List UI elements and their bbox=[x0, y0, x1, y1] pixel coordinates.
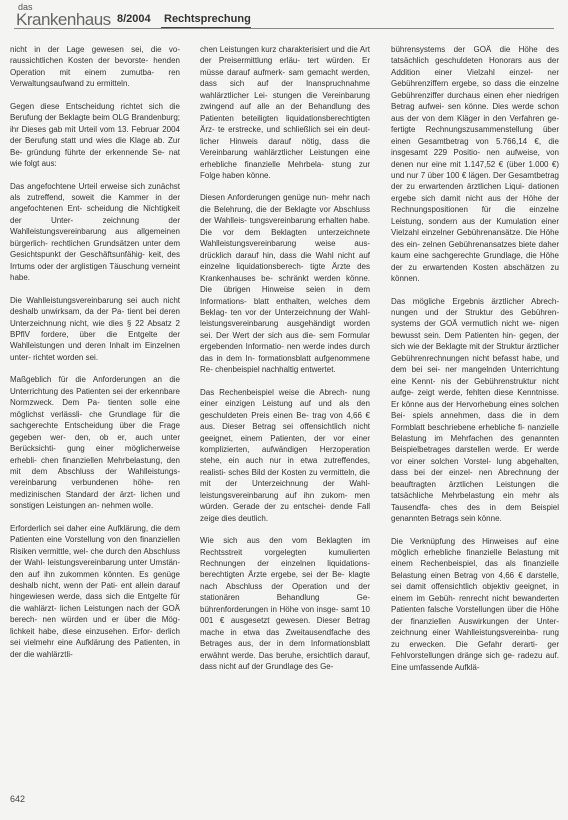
text-column-3 bbox=[391, 44, 559, 804]
paragraph: Maßgeblich für die Anforderungen an die Unterrichtung des Patienten sei der erkennbare Normzweck. Dem Pa- tienten solle eine möglichst verlässli- che Grundlage für die sachgerechte Entscheidung über die Frage gegeben wer- den, ob er, auch unter Berücksichti- gung einer möglicherweise erhebli- chen finanziellen Mehrbelastung, den mit dem Abschluss der Wahlleistungs- vereinbarung verbundenen höhe- ren medizinischen Standard der ärzt- lichen und sonstigen Leistungen an- nehmen wolle. bbox=[10, 375, 180, 511]
logo-article: das bbox=[18, 2, 33, 12]
paragraph: bührensystems der GOÄ die Höhe des tatsächlich geschuldeten Honorars aus der Addition einer Vielzahl einzel- ner Gebührenziffern ergebe, so dass die einzelne Gebührenziffer durchaus einen eher niedrigen Betrag aufwei- sen könne. Dies werde schon aus der von dem Kläger in den Verfahren ge- fertigte Rechnungszusammenstellung über einen Gesamtbetrag von 5.766,14 €, die insgesamt 229 Positio- nen aufweise, von denen nur eine mit 1.147,52 € (über 1.000 €) und nur 7 über 100 € lägen. Der Gesamtbetrag der zu erwartenden ärztlichen Liqui- dationen ergebe sich damit nicht aus der Höhe der Rechnungspositionen für die einzelne Leistung, sondern aus der Kumulation einer Vielzahl einzelner Gebührenansätze. Die Höhe des ein- zelnen Gebührenansatzes biete daher kaum eine sachgerechte Grundlage, die Höhe der zu erwartenden Kosten abschätzen zu können. bbox=[391, 45, 559, 284]
paragraph: Das mögliche Ergebnis ärztlicher Abrech- nungen und der Struktur des Gebühren- systems der GOÄ vermutlich nicht we- nigen bewusst sein. Dem Patienten hin- gegen, der sich wie der Beklagte mit der Struktur ärztlicher Gebührenrechnungen nicht befasst habe, und dem bei sei- ner mangelnden Unterrichtung eine Kennt- nis der Gebührenstruktur nicht aufge- zeigt werde, fehlten diese Kenntnisse. Er könne aus der Hervorhebung eines solchen Bei- spiels annehmen, dass die in dem Formblatt beschriebene erhebliche fi- nanzielle Belastung im Mehrfachen des genannten Beispielbetrages darstellen werde. Er werde vor einer solchen Vorstel- lung abgehalten, dass bei der einzel- nen Abrechnung der beauftragten ärztlichen Leistungen die tatsächliche Mehrbelastung ein mehr als Tausendfa- ches des in dem Beispiel genannten Betrags sein könne. bbox=[391, 296, 559, 524]
page-number: 642 bbox=[10, 794, 26, 804]
issue-number: 8/2004 bbox=[117, 13, 151, 25]
text-column-2 bbox=[200, 44, 370, 804]
journal-logo bbox=[14, 4, 114, 28]
paragraph: chen Leistungen kurz charakterisiert und die Art der Preisermittlung erläu- tert würden. Er müsse darauf aufmerk- sam gemacht werden, dass sich auf der Inanspruchnahme wahlärztlicher Lei- stungen die Vereinbarung zwingend auf alle an der Behandlung des Patienten beteiligten liquidationsberechtigten Ärz- te erstrecke, und schließlich sei ein deut- licher Hinweis darauf nötig, dass die Vereinbarung wahlärztlicher Leistungen eine erhebliche finanzielle Mehrbela- stung zur Folge haben könne. bbox=[200, 45, 370, 180]
page-header bbox=[14, 4, 554, 29]
paragraph: Erforderlich sei daher eine Aufklärung, die dem Patienten eine Vorstellung von den finanziellen Risiken vermittle, wel- che durch den Abschluss der Wahl- leistungsvereinbarung unter Umstän- den auf ihn zukommen könnten. Es genüge deshalb nicht, wenn der Pati- ent allein darauf hingewiesen werde, dass sich die Entgelte für die wahlärzt- lichen Leistungen nach der GOÄ berech- nen würden und er über die Mög- lichkeit habe, diese einzusehen. Erfor- derlich sei vielmehr eine Aufklärung des Patienten, in der die wahlärztli- bbox=[10, 523, 180, 659]
paragraph: nicht in der Lage gewesen sei, die vo- raussichtlichen Kosten der bevorste- henden Operation mit einem zumutba- ren Verwaltungsaufwand zu ermitteln. bbox=[10, 45, 180, 89]
paragraph: Die Verknüpfung des Hinweises auf eine möglich erhebliche finanzielle Belastung mit einem Rechenbeispiel, das als finanzielle Belastung einen Betrag von 4,66 € darstelle, sei damit offensichtlich objektiv geeignet, in einem im Gebüh- renrecht nicht bewanderten Patienten falsche Vorstellungen über die Höhe der finanziellen Auswirkungen der Unter- zeichnung einer Wahlleistungsvereinba- rung zu erwecken. Die Gefahr derarti- ger Fehlvorstellungen dränge sich ge- radezu auf. Eine umfassende Aufklä- bbox=[391, 536, 559, 672]
paragraph: Das angefochtene Urteil erweise sich zunächst als zutreffend, soweit die Kammer in der angefochtenen Ent- scheidung die Nichtigkeit der Unter- zeichnung der Wahlleistungsvereinbarung aus allgemeinen bürgerlich- rechtlichen Grundsätzen unter dem Gesichtspunkt der Geschäftsunfähig- keit, des Irrtums oder der arglistigen Täuschung verneint habe. bbox=[10, 181, 180, 283]
paragraph: Wie sich aus den vom Beklagten im Rechtsstreit vorgelegten kumulierten Rechnungen der einzelnen liquidations- berechtigten Ärzte ergebe, sei der Be- klagte nach Abschluss der Operation und der stationären Behandlung Ge- bührenforderungen in Höhe von insge- samt 10 001 € ausgesetzt gewesen. Dieser Betrag mache in etwa das Zweitausendfache des Betrages aus, der in dem Informationsblatt erwähnt werde. Das beruhe, ersichtlich darauf, dass nicht auf der Grundlage des Ge- bbox=[200, 536, 370, 672]
paragraph: Diesen Anforderungen genüge nun- mehr nach die Belehrung, die der Beklagte vor Abschluss der Wahlleis- tungsvereinbarung erhalten habe. Die vor dem Beklagten unterzeichnete Wahlleistungsvereinbarung weise aus- drücklich darauf hin, dass die Wahl nicht auf einzelne liquidationsberech- tigte Ärzte des Krankenhauses be- schränkt werden könne. Die übrigen Hinweise seien in dem Informations- blatt enthalten, welches dem Beklag- ten vor der Unterzeichnung der Wahl- leistungsvereinbarung ausgehändigt worden sei. Der Wert der sich aus die- sem Formular ergebenden Informatio- nen werde indes durch das in dem In- formationsblatt aufgenommene Re- chenbeispiel nachhaltig entwertet. bbox=[200, 193, 370, 375]
section-title: Rechtsprechung bbox=[164, 13, 251, 25]
paragraph: Die Wahlleistungsvereinbarung sei auch nicht deshalb unwirksam, da der Pa- tient bei deren Unterzeichnung nicht, wie dies § 22 Absatz 2 BPflV fordere, über die Entgelte der Wahlleistungen und deren Inhalt im Einzelnen unter- richtet worden sei. bbox=[10, 295, 180, 362]
section-underline bbox=[161, 27, 251, 28]
paragraph: Das Rechenbeispiel weise die Abrech- nung einer einzigen Leistung auf und als den geschuldeten Preis einen Be- trag von 4,66 € aus. Dieser Betrag sei offensichtlich nicht geeignet, einem Patienten, der vor einer komplizierten, aufwändigen Herzoperation stehe, ein auch nur in etwa zutreffendes, realisti- sches Bild der Kosten zu vermitteln, die mit der Unterzeichnung der Wahl- leistungsvereinbarung auf ihn zukom- men würden. Gerade der zu entschei- dende Fall zeige dies deutlich. bbox=[200, 387, 370, 523]
paragraph: Gegen diese Entscheidung richtet sich die Berufung der Beklagte beim OLG Brandenburg; ihr Dieses gab mit Urteil vom 13. Februar 2004 der Berufung statt und wies die Klage ab. Zur Be- gründung führte der erkennende Se- nat wie folgt aus: bbox=[10, 101, 180, 169]
logo-title: Krankenhaus bbox=[16, 10, 111, 29]
text-column-1 bbox=[10, 44, 180, 804]
